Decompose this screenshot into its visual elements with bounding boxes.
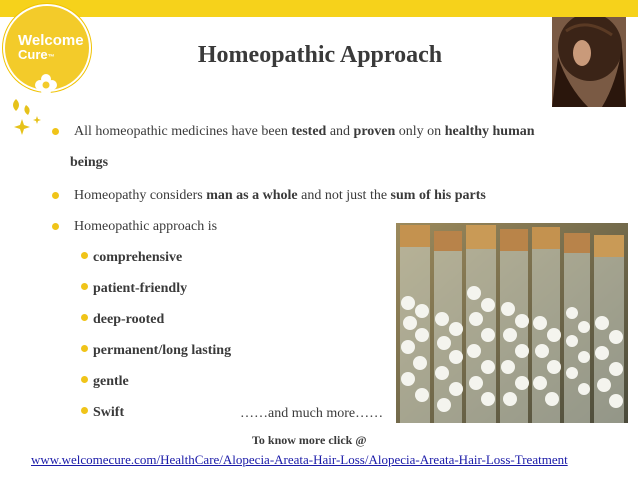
bullet-dot xyxy=(52,223,59,230)
bullet-text-1-continued: beings xyxy=(70,155,109,170)
treatment-link[interactable]: www.welcomecure.com/HealthCare/Alopecia-Areata-Hair-Loss/Alopecia-Areata-Hair-Loss-Treatment xyxy=(31,452,568,467)
bullet-text-3: Homeopathic approach is xyxy=(74,219,218,234)
sub-item: Swift xyxy=(93,405,125,420)
bullet-text-1: All homeopathic medicines have been tested and proven only on healthy human xyxy=(74,124,535,139)
sub-bullet-dot xyxy=(81,376,88,383)
bullet-dot xyxy=(52,192,59,199)
sub-item: patient-friendly xyxy=(93,281,188,296)
sub-bullet-dot xyxy=(81,345,88,352)
logo-trademark: ™ xyxy=(47,54,55,61)
sub-item: permanent/long lasting xyxy=(93,343,232,358)
sub-item: comprehensive xyxy=(93,250,183,265)
logo-text xyxy=(18,34,84,65)
homeopathic-vials-photo xyxy=(396,223,628,423)
welcome-cure-logo[interactable] xyxy=(3,4,91,92)
sub-bullet-dot xyxy=(81,283,88,290)
sub-item: deep-rooted xyxy=(93,312,165,327)
flower-icon xyxy=(35,74,57,96)
sub-item: gentle xyxy=(93,374,129,389)
slide-title: Homeopathic Approach xyxy=(197,42,443,68)
click-prompt: To know more click @ xyxy=(252,433,367,447)
sub-bullet-dot xyxy=(81,407,88,414)
logo-line-2: Cure xyxy=(18,47,48,62)
sub-bullet-dot xyxy=(81,314,88,321)
top-banner xyxy=(0,0,638,17)
sparkle-sprig-icon xyxy=(8,95,48,140)
bullet-text-2: Homeopathy considers man as a whole and not just the sum of his parts xyxy=(74,188,486,203)
sub-bullet-dot xyxy=(81,252,88,259)
more-text: ……and much more…… xyxy=(240,406,384,421)
bullet-dot xyxy=(52,128,59,135)
logo-line-1: Welcome xyxy=(18,32,84,49)
hair-loss-photo xyxy=(552,17,626,107)
